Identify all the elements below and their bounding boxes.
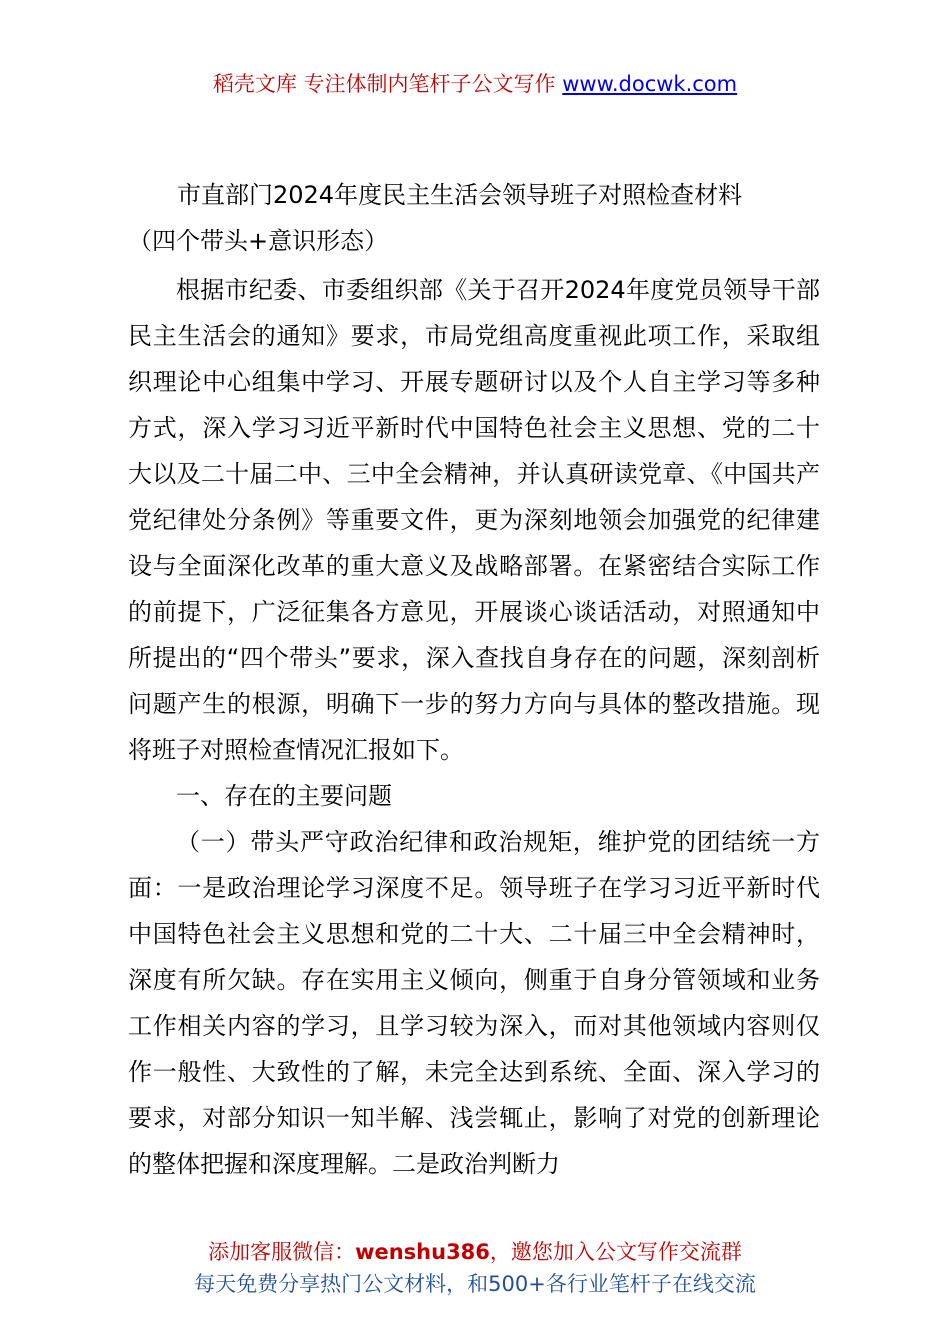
footer-line-2: 每天免费分享热门公文材料，和500+各行业笔杆子在线交流 xyxy=(194,1272,756,1296)
footer-line-1 xyxy=(0,1236,950,1268)
footer-wechat-prefix: 添加客服微信： xyxy=(208,1240,356,1264)
document-title: 市直部门2024年度民主生活会领导班子对照检查材料 xyxy=(177,181,743,209)
document-body xyxy=(128,267,820,1187)
footer-wechat-suffix: ，邀您加入公文写作交流群 xyxy=(489,1240,742,1264)
watermark-header xyxy=(0,68,950,100)
site-link[interactable]: www.docwk.com xyxy=(562,72,738,96)
intro-paragraph: 根据市纪委、市委组织部《关于召开2024年度党员领导干部民主生活会的通知》要求，市局党组高度重视此项工作，采取组织理论中心组集中学习、开展专题研讨以及个人自主学习等多种方式，深入学习习近平新时代中国特色社会主义思想、党的二十大以及二十届二中、三中全会精神，并认真研读党章、《中国共产党纪律处分条例》等重要文件，更为深刻地领会加强党的纪律建设与全面深化改革的重大意义及战略部署。在紧密结合实际工作的前提下，广泛征集各方意见，开展谈心谈话活动，对照通知中所提出的“四个带头”要求，深入查找自身存在的问题，深刻剖析问题产生的根源，明确下一步的努力方向与具体的整改措施。现将班子对照检查情况汇报如下。 xyxy=(128,276,820,764)
brand-text: 稻壳文库 专注体制内笔杆子公文写作 xyxy=(212,72,556,96)
problem-paragraph: （一）带头严守政治纪律和政治规矩，维护党的团结统一方面：一是政治理论学习深度不足。领导班子在学习习近平新时代中国特色社会主义思想和党的二十大、二十届三中全会精神时，深度有所欠缺。存在实用主义倾向，侧重于自身分管领域和业务工作相关内容的学习，且学习较为深入，而对其他领域内容则仅作一般性、大致性的了解，未完全达到系统、全面、深入学习的要求，对部分知识一知半解、浅尝辄止，影响了对党的创新理论的整体把握和深度理解。二是政治判断力 xyxy=(128,828,820,1178)
section-heading: 一、存在的主要问题 xyxy=(176,782,392,810)
document-subtitle: （四个带头+意识形态） xyxy=(128,227,389,255)
promo-footer xyxy=(0,1236,950,1300)
wechat-id: wenshu386 xyxy=(355,1240,490,1264)
